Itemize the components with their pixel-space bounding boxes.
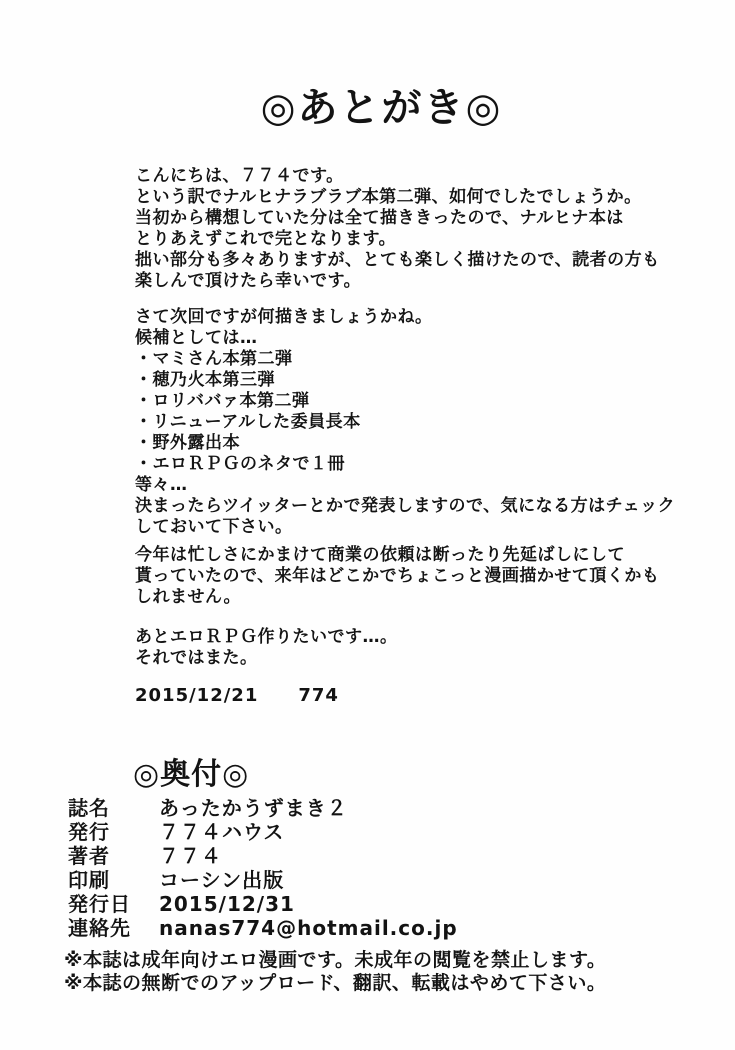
afterword-line: 拙い部分も多々ありますが、とても楽しく描けたので、読者の方も bbox=[135, 250, 660, 270]
afterword-line: ・ロリババァ本第二弾 bbox=[135, 391, 310, 411]
colophon-row bbox=[68, 820, 735, 844]
afterword-line: 等々… bbox=[135, 475, 188, 495]
afterword-paragraph bbox=[135, 545, 695, 608]
author-name: 774 bbox=[298, 685, 339, 706]
afterword-paragraph bbox=[135, 627, 695, 669]
colophon-label: 発行日 bbox=[68, 892, 131, 916]
afterword-line: あとエロＲＰＧ作りたいです…。 bbox=[135, 627, 398, 647]
afterword-line: さて次回ですが何描きましょうかね。 bbox=[135, 307, 433, 327]
colophon-value: ７７４ハウス bbox=[158, 820, 285, 844]
colophon-label: 印刷 bbox=[68, 868, 110, 892]
afterword-paragraph bbox=[135, 166, 695, 292]
afterword-line: それではまた。 bbox=[135, 648, 258, 668]
colophon-row bbox=[68, 892, 735, 916]
colophon-row bbox=[68, 796, 735, 820]
colophon-value: 2015/12/31 bbox=[158, 892, 295, 916]
colophon-label: 誌名 bbox=[68, 796, 110, 820]
afterword-line: 候補としては… bbox=[135, 328, 258, 348]
afterword-line: ・野外露出本 bbox=[135, 433, 240, 453]
afterword-line: こんにちは、７７４です。 bbox=[135, 166, 344, 186]
afterword-paragraph bbox=[135, 307, 695, 538]
colophon-row bbox=[68, 844, 735, 868]
afterword-line: ・マミさん本第二弾 bbox=[135, 349, 293, 369]
afterword-line: ・穂乃火本第三弾 bbox=[135, 370, 275, 390]
afterword-line: 貰っていたので、来年はどこかでちょこっと漫画描かせて頂くかも bbox=[135, 566, 660, 586]
afterword-line: 決まったらツイッターとかで発表しますので、気になる方はチェック bbox=[135, 496, 676, 516]
afterword-line: ・リニューアルした委員長本 bbox=[135, 412, 361, 432]
afterword-title: ◎あとがき◎ bbox=[260, 85, 503, 131]
colophon-label: 発行 bbox=[68, 820, 110, 844]
colophon-label: 連絡先 bbox=[68, 916, 131, 940]
colophon-row bbox=[68, 868, 735, 892]
afterword-line: ・エロＲＰＧのネタで１冊 bbox=[135, 454, 345, 474]
colophon-label: 著者 bbox=[68, 844, 110, 868]
colophon-value: あったかうずまき２ bbox=[158, 796, 348, 820]
colophon-value: nanas774@hotmail.co.jp bbox=[158, 916, 458, 940]
afterword-line: とりあえずこれで完となります。 bbox=[135, 229, 397, 249]
afterword-line: 当初から構想していた分は全て描ききったので、ナルヒナ本は bbox=[135, 208, 624, 228]
date-line bbox=[135, 685, 695, 706]
notice-line: ※本誌は成年向けエロ漫画です。未成年の閲覧を禁止します。 bbox=[64, 949, 607, 971]
afterword-line: しれません。 bbox=[135, 587, 242, 607]
notice-list bbox=[64, 949, 735, 995]
afterword-body bbox=[135, 166, 695, 706]
afterword-line: という訳でナルヒナラブラブ本第二弾、如何でしたでしょうか。 bbox=[135, 187, 642, 207]
publish-date: 2015/12/21 bbox=[135, 685, 259, 706]
colophon-value: ７７４ bbox=[158, 844, 222, 868]
colophon-value: コーシン出版 bbox=[158, 868, 285, 892]
afterword-line: しておいて下さい。 bbox=[135, 517, 293, 537]
notice-line: ※本誌の無断でのアップロード、翻訳、転載はやめて下さい。 bbox=[64, 972, 607, 994]
afterword-line: 楽しんで頂けたら幸いです。 bbox=[135, 271, 362, 291]
colophon-row bbox=[68, 916, 735, 940]
afterword-line: 今年は忙しさにかまけて商業の依頼は断ったり先延ばしにして bbox=[135, 545, 625, 565]
colophon-table bbox=[68, 796, 735, 940]
colophon-title: ◎奥付◎ bbox=[133, 757, 250, 792]
